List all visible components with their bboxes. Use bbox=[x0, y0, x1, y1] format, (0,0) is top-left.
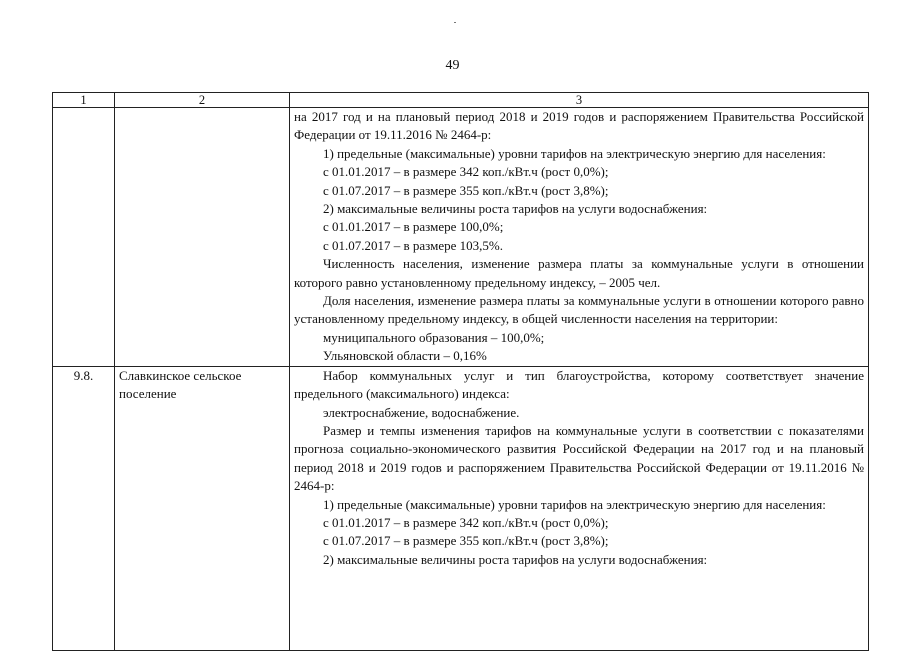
row-description bbox=[290, 366, 869, 650]
table-row bbox=[53, 366, 869, 650]
paragraph: электроснабжение, водоснабжение. bbox=[323, 404, 520, 420]
column-header-3: 3 bbox=[290, 93, 869, 108]
table-row bbox=[53, 108, 869, 367]
paragraph: с 01.07.2017 – в размере 355 коп./кВт.ч (рост 3,8%); bbox=[323, 533, 609, 549]
paragraph: Численность населения, изменение размера платы за коммунальные услуги в отношении которого равно установленному предельному индексу, – 2005 чел. bbox=[294, 256, 864, 290]
page-number: 49 bbox=[445, 58, 460, 73]
paragraph-list bbox=[294, 367, 864, 650]
paragraph: Набор коммунальных услуг и тип благоустройства, которому соответствует значение предельного (максимального) индекса: bbox=[294, 367, 864, 402]
paragraph-list bbox=[294, 108, 864, 366]
settlement-name bbox=[115, 108, 290, 367]
paragraph: Доля населения, изменение размера платы за коммунальные услуги в отношении которого равно установленному предельному индексу, в общей численности населения на территории: bbox=[294, 293, 864, 327]
paragraph: 2) максимальные величины роста тарифов на услуги водоснабжения: bbox=[323, 201, 708, 217]
paragraph: Размер и темпы изменения тарифов на коммунальные услуги в соответствии с показателями прогноза социально-экономического развития Российской Федерации на 2017 год и на плановый период 2018 и 2019 годов и распоряжением Правительства Российской Федерации от 19.11.2016 № 2464-р: bbox=[294, 422, 864, 494]
paragraph: 1) предельные (максимальные) уровни тарифов на электрическую энергию для населения: bbox=[323, 145, 826, 161]
row-description bbox=[290, 108, 869, 367]
tariff-table bbox=[52, 92, 869, 651]
column-header-1: 1 bbox=[53, 93, 115, 108]
paragraph: 2) максимальные величины роста тарифов на услуги водоснабжения: bbox=[323, 551, 708, 567]
paragraph: 1) предельные (максимальные) уровни тарифов на электрическую энергию для населения: bbox=[323, 496, 826, 512]
paragraph: с 01.07.2017 – в размере 103,5%. bbox=[323, 237, 503, 253]
row-number: 9.8. bbox=[53, 366, 115, 650]
column-header-2: 2 bbox=[115, 93, 290, 108]
paragraph: Ульяновской области – 0,16% bbox=[323, 348, 487, 364]
paragraph: с 01.01.2017 – в размере 342 коп./кВт.ч (рост 0,0%); bbox=[323, 514, 609, 530]
paragraph: с 01.01.2017 – в размере 342 коп./кВт.ч (рост 0,0%); bbox=[323, 164, 609, 180]
paragraph: муниципального образования – 100,0%; bbox=[323, 329, 545, 345]
paragraph: на 2017 год и на плановый период 2018 и 2019 годов и распоряжением Правительства Российской Федерации от 19.11.2016 № 2464-р: bbox=[294, 109, 864, 143]
paragraph: с 01.07.2017 – в размере 355 коп./кВт.ч (рост 3,8%); bbox=[323, 182, 609, 198]
paragraph: с 01.01.2017 – в размере 100,0%; bbox=[323, 219, 504, 235]
row-number bbox=[53, 108, 115, 367]
table-header-row bbox=[53, 93, 869, 108]
settlement-name: Славкинское сельское поселение bbox=[115, 366, 290, 650]
scan-speck bbox=[454, 22, 456, 23]
